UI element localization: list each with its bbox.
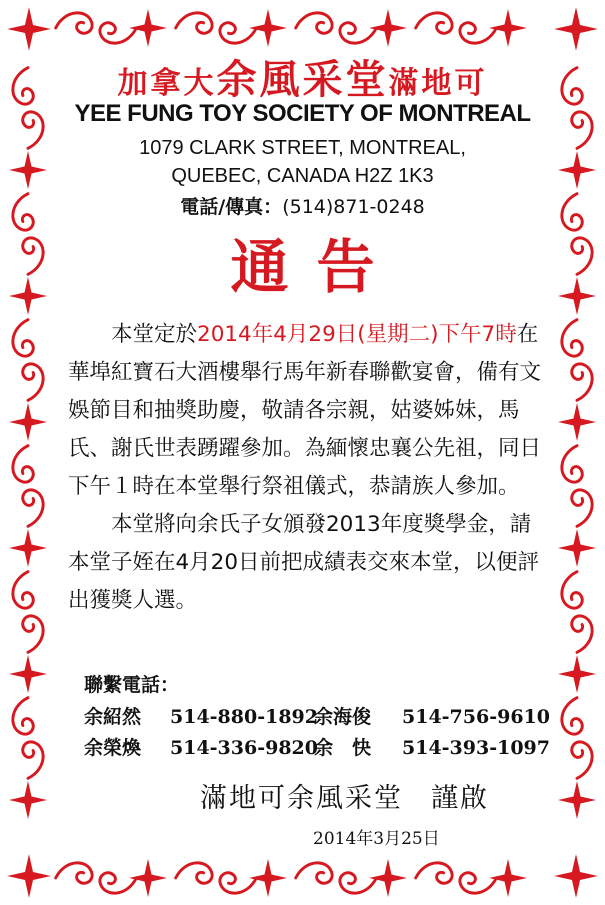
contact-name: 余榮煥 xyxy=(84,737,142,759)
chinese-org-title xyxy=(0,48,605,105)
title-prefix: 加拿大 xyxy=(117,66,217,101)
signature xyxy=(200,776,489,815)
address-line-1: 1079 CLARK STREET, MONTREAL, xyxy=(139,137,466,159)
contacts-heading: 聯繫電話： xyxy=(84,674,180,696)
title-suffix: 滿地可 xyxy=(388,66,488,101)
phone-fax-line xyxy=(0,192,605,219)
contact-name: 余海俊 xyxy=(314,706,372,728)
contact-phone: 514-880-1892 xyxy=(170,706,318,728)
contact-row xyxy=(84,702,550,729)
phone-number: (514)871-0248 xyxy=(282,196,425,218)
phone-label: 電話/傳真： xyxy=(180,196,283,218)
contact-name: 余 快 xyxy=(314,737,372,759)
contact-phone: 514-756-9610 xyxy=(402,706,550,728)
issue-date: 2014年3月25日 xyxy=(313,829,440,849)
paragraph-1 xyxy=(68,316,548,506)
signature-org: 滿地可余風采堂 xyxy=(200,783,403,814)
signature-closing: 謹啟 xyxy=(431,783,489,814)
notice-body xyxy=(68,316,548,620)
contact-phone: 514-336-9820 xyxy=(170,737,318,759)
address-line-2: QUEBEC, CANADA H2Z 1K3 xyxy=(171,165,434,187)
contact-phone: 514-393-1097 xyxy=(402,737,550,759)
contact-row xyxy=(84,733,550,760)
contact-name: 余紹然 xyxy=(84,706,142,728)
english-org-title: YEE FUNG TOY SOCIETY OF MONTREAL xyxy=(74,100,531,127)
paragraph-2: 本堂將向余氏子女頒發2013年度獎學金，請本堂子姪在4月20日前把成績表交來本堂，以便評出獲獎人選。 xyxy=(68,512,540,613)
event-datetime: 2014年4月29日(星期二)下午7時 xyxy=(197,322,517,347)
title-main: 余風采堂 xyxy=(216,56,389,103)
p1-rest: 在華埠紅寶石大酒樓舉行馬年新春聯歡宴會，備有文娛節目和抽獎助慶，敬請各宗親，姑婆姊妹，馬氏、謝氏世表踴躍參加。為緬懷忠襄公先祖，同日下午１時在本堂舉行祭祖儀式，恭請族人參加。 xyxy=(68,322,542,499)
p1-start: 本堂定於 xyxy=(111,322,198,347)
notice-heading: 通告 xyxy=(230,233,403,301)
